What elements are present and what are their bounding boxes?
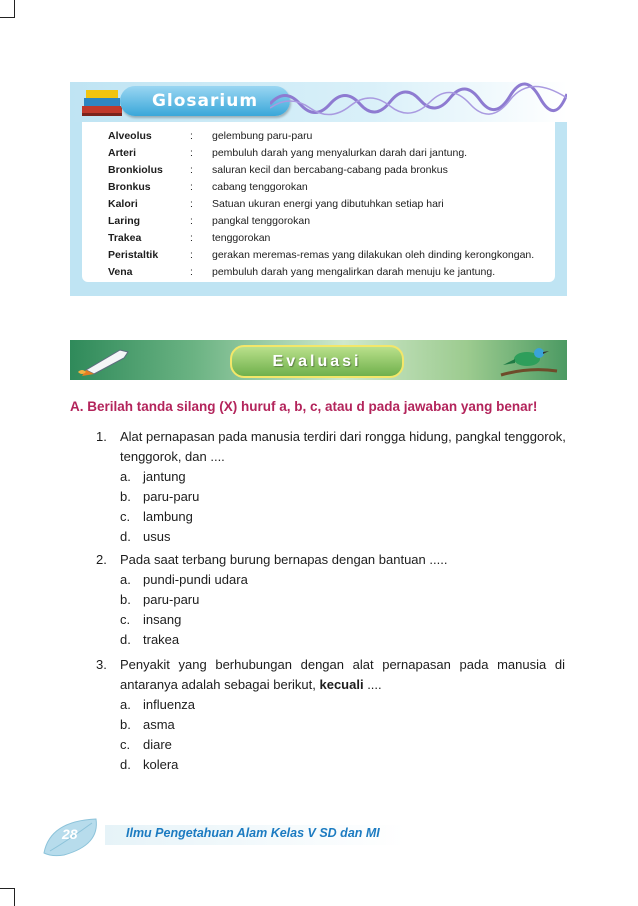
glossary-definition: pangkal tenggorokan [212, 215, 311, 227]
glossary-term: Bronkus [108, 181, 151, 193]
option-text[interactable]: lambung [143, 509, 193, 524]
crop-mark-top-left-h [0, 17, 15, 18]
glossary-box [70, 82, 567, 296]
option-text[interactable]: trakea [143, 632, 180, 647]
option-letter[interactable]: c. [120, 737, 131, 752]
option-letter[interactable]: c. [120, 612, 131, 627]
option-text[interactable]: paru-paru [143, 592, 200, 607]
glossary-colon: : [190, 249, 193, 261]
question-text: Penyakit yang berhubungan dengan alat pernapasan pada manusia di [120, 657, 565, 672]
question-text: Alat pernapasan pada manusia terdiri dari rongga hidung, pangkal tenggorok, [120, 429, 566, 444]
option-letter[interactable]: d. [120, 757, 131, 772]
page-number: 28 [62, 826, 78, 842]
glossary-term: Bronkiolus [108, 164, 163, 176]
option-text[interactable]: kolera [143, 757, 179, 772]
option-text[interactable]: asma [143, 717, 175, 732]
option-text[interactable]: insang [143, 612, 182, 627]
glossary-colon: : [190, 198, 193, 210]
glossary-colon: : [190, 147, 193, 159]
option-text[interactable]: diare [143, 737, 172, 752]
option-letter[interactable]: b. [120, 717, 131, 732]
crop-mark-bottom-left-h [0, 888, 15, 889]
glossary-term: Alveolus [108, 130, 152, 142]
glossary-term: Vena [108, 266, 133, 278]
glossary-colon: : [190, 130, 193, 142]
glossary-definition: pembuluh darah yang menyalurkan darah dari jantung. [212, 147, 468, 159]
section-a-heading: A. Berilah tanda silang (X) huruf a, b, c, atau d pada jawaban yang benar! [70, 399, 538, 414]
question-number: 3. [96, 657, 107, 672]
glossary-term: Kalori [108, 198, 138, 210]
question-keyword: kecuali [319, 677, 364, 692]
glossary-term: Laring [108, 215, 141, 227]
glossary-definition: Satuan ukuran energi yang dibutuhkan setiap hari [212, 198, 444, 210]
glossary-definition: tenggorokan [212, 232, 271, 244]
option-letter[interactable]: c. [120, 509, 131, 524]
crop-mark-top-left-v [14, 0, 15, 18]
question-text: tenggorok, dan .... [120, 449, 225, 464]
option-letter[interactable]: d. [120, 529, 131, 544]
wave-decoration-icon [270, 82, 567, 122]
option-text[interactable]: usus [143, 529, 171, 544]
question-number: 2. [96, 552, 107, 567]
book-title: Ilmu Pengetahuan Alam Kelas V SD dan MI [126, 826, 380, 840]
option-text[interactable]: pundi-pundi udara [143, 572, 248, 587]
option-text[interactable]: paru-paru [143, 489, 200, 504]
option-letter[interactable]: a. [120, 697, 131, 712]
glossary-title: Glosarium [120, 86, 290, 116]
question-text: Pada saat terbang burung bernapas dengan bantuan ..... [120, 552, 448, 567]
option-text[interactable]: jantung [143, 469, 186, 484]
question-text [120, 675, 382, 695]
glossary-colon: : [190, 164, 193, 176]
option-letter[interactable]: a. [120, 572, 131, 587]
bird-icon [499, 341, 559, 379]
glossary-colon: : [190, 215, 193, 227]
evaluation-title: Evaluasi [230, 345, 404, 378]
glossary-term: Trakea [108, 232, 142, 244]
glossary-colon: : [190, 266, 193, 278]
space-shuttle-icon [76, 342, 146, 378]
glossary-term: Peristaltik [108, 249, 159, 261]
question-text-part: .... [363, 677, 382, 692]
glossary-colon: : [190, 181, 193, 193]
glossary-term: Arteri [108, 147, 137, 159]
glossary-list [82, 122, 555, 282]
glossary-colon: : [190, 232, 193, 244]
option-text[interactable]: influenza [143, 697, 196, 712]
glossary-definition: saluran kecil dan bercabang-cabang pada bronkus [212, 164, 448, 176]
question-text-part: antaranya adalah sebagai berikut, [120, 677, 320, 692]
crop-mark-bottom-left-v [14, 888, 15, 906]
glossary-definition: gerakan meremas-remas yang dilakukan oleh dinding kerongkongan. [212, 249, 535, 261]
option-letter[interactable]: b. [120, 592, 131, 607]
option-letter[interactable]: a. [120, 469, 131, 484]
glossary-definition: pembuluh darah yang mengalirkan darah menuju ke jantung. [212, 266, 496, 278]
evaluation-banner [70, 340, 567, 380]
glossary-definition: gelembung paru-paru [212, 130, 313, 142]
glossary-definition: cabang tenggorokan [212, 181, 308, 193]
question-number: 1. [96, 429, 107, 444]
option-letter[interactable]: b. [120, 489, 131, 504]
option-letter[interactable]: d. [120, 632, 131, 647]
